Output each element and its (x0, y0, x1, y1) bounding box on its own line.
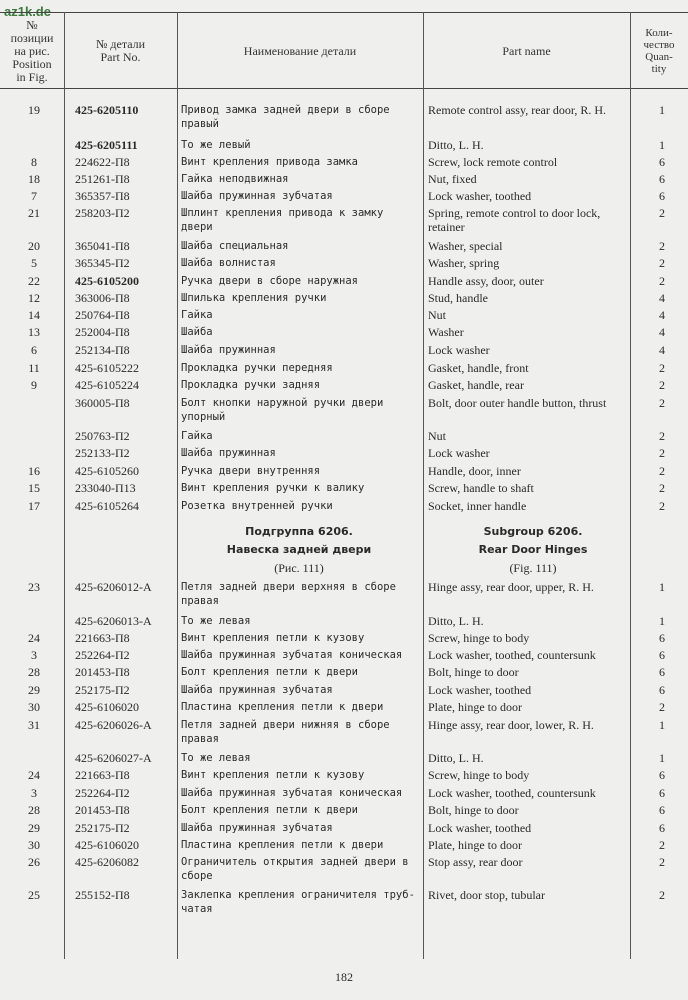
position-cell: 13 (28, 325, 40, 339)
position-cell: 18 (28, 172, 40, 186)
quantity-cell: 2 (659, 239, 665, 253)
part-number-cell: 360005-П8 (75, 396, 130, 410)
name-ru-cell: То же левый (181, 139, 251, 151)
figure-ref-ru: (Рис. 111) (274, 561, 324, 575)
quantity-cell: 2 (659, 888, 665, 902)
part-name-cell: Hinge assy, rear door, upper, R. H. (428, 580, 594, 594)
name-ru-cell: Винт крепления привода замка (181, 156, 359, 168)
quantity-cell: 1 (659, 103, 665, 117)
position-cell: 16 (28, 464, 40, 478)
quantity-cell: 6 (659, 768, 665, 782)
name-ru-cell: Ручка двери в сборе наружная (181, 275, 359, 287)
position-cell: 24 (28, 631, 40, 645)
part-name-cell: Lock washer (428, 446, 490, 460)
quantity-cell: 6 (659, 631, 665, 645)
quantity-cell: 4 (659, 308, 665, 322)
part-number-cell: 233040-П13 (75, 481, 136, 495)
position-cell: 5 (31, 256, 37, 270)
name-ru-cell: Шайба пружинная зубчатая (181, 684, 333, 696)
name-ru-cell: Винт крепления ручки к валику (181, 482, 365, 494)
part-number-cell: 252264-П2 (75, 786, 130, 800)
name-ru-cell: То же левая (181, 615, 251, 627)
quantity-cell: 2 (659, 361, 665, 375)
part-name-cell: Screw, hinge to body (428, 631, 530, 645)
part-name-cell: Screw, lock remote control (428, 155, 558, 169)
part-name-cell: Lock washer, toothed (428, 683, 532, 697)
part-number-cell: 425-6205111 (75, 138, 138, 152)
part-number-cell: 252133-П2 (75, 446, 130, 460)
position-cell: 28 (28, 665, 40, 679)
quantity-cell: 2 (659, 429, 665, 443)
part-name-cell: Lock washer, toothed (428, 821, 532, 835)
header-quantity-line: чество (643, 39, 675, 51)
name-ru-cell: Шплинт крепления привода к замку двери (181, 207, 384, 233)
name-ru-cell: Шпилька крепления ручки (181, 292, 327, 304)
part-name-cell: Handle, door, inner (428, 464, 521, 478)
name-ru-cell: Петля задней двери верхняя в сборе правая (181, 581, 396, 607)
part-name-cell: Ditto, L. H. (428, 751, 484, 765)
position-cell: 3 (31, 786, 37, 800)
quantity-cell: 6 (659, 665, 665, 679)
part-number-cell: 425-6106020 (75, 700, 139, 714)
column-divider (630, 12, 631, 959)
name-ru-cell: Прокладка ручки задняя (181, 379, 321, 391)
table-top-border (0, 12, 688, 13)
part-number-cell: 252004-П8 (75, 325, 130, 339)
header-quantity-line: Коли- (645, 27, 673, 39)
quantity-cell: 2 (659, 274, 665, 288)
name-ru-cell: Пластина крепления петли к двери (181, 701, 384, 713)
part-name-cell: Washer (428, 325, 464, 339)
header-bottom-border (0, 88, 688, 89)
quantity-cell: 2 (659, 499, 665, 513)
column-divider (64, 12, 65, 959)
part-name-cell: Lock washer, toothed, countersunk (428, 786, 596, 800)
subgroup-name-ru: Навеска задней двери (226, 543, 372, 556)
part-name-cell: Nut (428, 308, 446, 322)
header-name-ru (177, 14, 423, 88)
header-position-line: на рис. (14, 43, 50, 58)
position-cell: 28 (28, 803, 40, 817)
part-name-cell: Washer, special (428, 239, 503, 253)
position-cell: 6 (31, 343, 37, 357)
part-name-cell: Lock washer, toothed, countersunk (428, 648, 596, 662)
part-name-cell: Nut, fixed (428, 172, 477, 186)
quantity-cell: 6 (659, 786, 665, 800)
quantity-cell: 6 (659, 821, 665, 835)
quantity-cell: 2 (659, 378, 665, 392)
quantity-cell: 2 (659, 481, 665, 495)
quantity-cell: 6 (659, 648, 665, 662)
name-ru-cell: Болт кнопки наружной ручки двери упорный (181, 397, 384, 423)
part-number-cell: 365041-П8 (75, 239, 130, 253)
part-name-cell: Stop assy, rear door (428, 855, 523, 869)
position-cell: 21 (28, 206, 40, 220)
quantity-cell: 6 (659, 803, 665, 817)
part-number-cell: 365357-П8 (75, 189, 130, 203)
part-number-cell: 425-6206082 (75, 855, 139, 869)
quantity-cell: 2 (659, 256, 665, 270)
position-cell: 9 (31, 378, 37, 392)
position-cell: 22 (28, 274, 40, 288)
name-ru-cell: Шайба пружинная (181, 447, 276, 459)
part-number-cell: 425-6206027-А (75, 751, 152, 765)
part-number-cell: 425-6206026-А (75, 718, 152, 732)
position-cell: 19 (28, 103, 40, 117)
header-part-no-line: Part No. (100, 50, 141, 64)
name-ru-cell: Шайба пружинная зубчатая (181, 822, 333, 834)
header-part-name-label: Part name (502, 43, 551, 58)
name-ru-cell: Гайка (181, 430, 213, 442)
part-name-cell: Screw, hinge to body (428, 768, 530, 782)
part-number-cell: 363006-П8 (75, 291, 130, 305)
quantity-cell: 1 (659, 751, 665, 765)
part-name-cell: Plate, hinge to door (428, 700, 522, 714)
part-name-cell: Screw, handle to shaft (428, 481, 534, 495)
site-watermark: az1k.de (4, 4, 51, 19)
header-position-line: in Fig. (16, 69, 48, 84)
quantity-cell: 6 (659, 172, 665, 186)
part-number-cell: 251261-П8 (75, 172, 130, 186)
quantity-cell: 1 (659, 138, 665, 152)
name-ru-cell: Винт крепления петли к кузову (181, 632, 365, 644)
position-cell: 30 (28, 838, 40, 852)
quantity-cell: 6 (659, 189, 665, 203)
part-number-cell: 425-6205110 (75, 103, 139, 117)
quantity-cell: 2 (659, 838, 665, 852)
part-number-cell: 425-6105260 (75, 464, 139, 478)
header-position-line: Position (12, 56, 52, 71)
part-name-cell: Gasket, handle, front (428, 361, 529, 375)
position-cell: 12 (28, 291, 40, 305)
subgroup-number-ru: Подгруппа 6206. (245, 525, 353, 538)
part-number-cell: 252175-П2 (75, 683, 130, 697)
part-name-cell: Lock washer, toothed (428, 189, 532, 203)
position-cell: 26 (28, 855, 40, 869)
header-name-ru-label: Наименование детали (243, 43, 357, 58)
name-ru-cell: Розетка внутренней ручки (181, 500, 333, 512)
part-number-cell: 250764-П8 (75, 308, 130, 322)
name-ru-cell: Ручка двери внутренняя (181, 465, 321, 477)
position-cell: 17 (28, 499, 40, 513)
quantity-cell: 1 (659, 718, 665, 732)
header-position (0, 14, 64, 88)
quantity-cell: 1 (659, 614, 665, 628)
part-name-cell: Gasket, handle, rear (428, 378, 524, 392)
part-name-cell: Plate, hinge to door (428, 838, 522, 852)
part-number-cell: 425-6105264 (75, 499, 139, 513)
name-ru-cell: Петля задней двери нижняя в сборе правая (181, 719, 390, 745)
part-name-cell: Remote control assy, rear door, R. H. (428, 103, 607, 117)
part-number-cell: 221663-П8 (75, 631, 130, 645)
quantity-cell: 2 (659, 206, 665, 220)
part-number-cell: 252134-П8 (75, 343, 130, 357)
part-name-cell: Bolt, hinge to door (428, 803, 519, 817)
position-cell: 14 (28, 308, 40, 322)
quantity-cell: 2 (659, 396, 665, 410)
header-part-name (423, 14, 630, 88)
part-number-cell: 425-6206012-А (75, 580, 152, 594)
header-part-no (64, 14, 177, 88)
part-name-cell: Bolt, door outer handle button, thrust (428, 396, 607, 410)
part-name-cell: Lock washer (428, 343, 490, 357)
column-divider (177, 12, 178, 959)
header-quantity-line: Quan- (645, 51, 673, 63)
name-ru-cell: Ограничитель открытия задней двери в сборе (181, 856, 409, 882)
header-quantity-line: tity (651, 63, 667, 75)
header-quantity (630, 14, 688, 88)
position-cell: 3 (31, 648, 37, 662)
part-name-cell: Socket, inner handle (428, 499, 527, 513)
header-position-line: позиции (10, 30, 54, 45)
name-ru-cell: Пластина крепления петли к двери (181, 839, 384, 851)
part-number-cell: 250763-П2 (75, 429, 130, 443)
figure-ref-en: (Fig. 111) (509, 561, 557, 575)
part-name-cell: Spring, remote control to door lock, retainer (428, 206, 601, 234)
subgroup-number-en: Subgroup 6206. (483, 525, 583, 538)
quantity-cell: 6 (659, 683, 665, 697)
quantity-cell: 4 (659, 343, 665, 357)
name-ru-cell: Болт крепления петли к двери (181, 666, 359, 678)
position-cell: 29 (28, 821, 40, 835)
quantity-cell: 6 (659, 155, 665, 169)
part-name-cell: Ditto, L. H. (428, 614, 484, 628)
column-divider (423, 12, 424, 959)
name-ru-cell: Болт крепления петли к двери (181, 804, 359, 816)
part-number-cell: 365345-П2 (75, 256, 130, 270)
part-number-cell: 252175-П2 (75, 821, 130, 835)
part-name-cell: Washer, spring (428, 256, 500, 270)
name-ru-cell: Гайка (181, 309, 213, 321)
header-part-no-line: № детали (95, 37, 146, 51)
quantity-cell: 4 (659, 325, 665, 339)
page-number: 182 (335, 970, 353, 984)
position-cell: 8 (31, 155, 37, 169)
name-ru-cell: Шайба пружинная зубчатая (181, 190, 333, 202)
position-cell: 7 (31, 189, 37, 203)
part-number-cell: 201453-П8 (75, 665, 130, 679)
name-ru-cell: Винт крепления петли к кузову (181, 769, 365, 781)
part-name-cell: Rivet, door stop, tubular (428, 888, 545, 902)
name-ru-cell: Шайба (181, 326, 213, 338)
quantity-cell: 2 (659, 855, 665, 869)
part-number-cell: 425-6105224 (75, 378, 139, 392)
position-cell: 29 (28, 683, 40, 697)
part-number-cell: 201453-П8 (75, 803, 130, 817)
part-name-cell: Nut (428, 429, 446, 443)
quantity-cell: 2 (659, 700, 665, 714)
part-number-cell: 258203-П2 (75, 206, 130, 220)
part-number-cell: 425-6206013-А (75, 614, 152, 628)
part-number-cell: 252264-П2 (75, 648, 130, 662)
position-cell: 31 (28, 718, 40, 732)
name-ru-cell: Шайба пружинная (181, 344, 276, 356)
position-cell: 23 (28, 580, 40, 594)
header-position-line: № (26, 17, 38, 32)
quantity-cell: 1 (659, 580, 665, 594)
part-name-cell: Stud, handle (428, 291, 488, 305)
position-cell: 20 (28, 239, 40, 253)
part-number-cell: 425-6105222 (75, 361, 139, 375)
position-cell: 11 (28, 361, 40, 375)
position-cell: 25 (28, 888, 40, 902)
part-number-cell: 255152-П8 (75, 888, 130, 902)
subgroup-title-ru (181, 525, 417, 575)
name-ru-cell: То же левая (181, 752, 251, 764)
part-name-cell: Handle assy, door, outer (428, 274, 544, 288)
quantity-cell: 4 (659, 291, 665, 305)
name-ru-cell: Гайка неподвижная (181, 173, 289, 185)
part-number-cell: 425-6105200 (75, 274, 139, 288)
quantity-cell: 2 (659, 464, 665, 478)
position-cell: 30 (28, 700, 40, 714)
name-ru-cell: Прокладка ручки передняя (181, 362, 333, 374)
name-ru-cell: Заклепка крепления ограничителя труб- чатая (181, 889, 415, 915)
subgroup-name-en: Rear Door Hinges (478, 543, 588, 556)
quantity-cell: 2 (659, 446, 665, 460)
name-ru-cell: Шайба волнистая (181, 257, 276, 269)
part-name-cell: Hinge assy, rear door, lower, R. H. (428, 718, 594, 732)
position-cell: 24 (28, 768, 40, 782)
name-ru-cell: Шайба специальная (181, 240, 289, 252)
part-name-cell: Ditto, L. H. (428, 138, 484, 152)
name-ru-cell: Шайба пружинная зубчатая коническая (181, 787, 403, 799)
subgroup-title-en (428, 525, 638, 575)
name-ru-cell: Привод замка задней двери в сборе правый (181, 104, 390, 130)
part-number-cell: 221663-П8 (75, 768, 130, 782)
position-cell: 15 (28, 481, 40, 495)
name-ru-cell: Шайба пружинная зубчатая коническая (181, 649, 403, 661)
part-number-cell: 224622-П8 (75, 155, 130, 169)
part-number-cell: 425-6106020 (75, 838, 139, 852)
part-name-cell: Bolt, hinge to door (428, 665, 519, 679)
